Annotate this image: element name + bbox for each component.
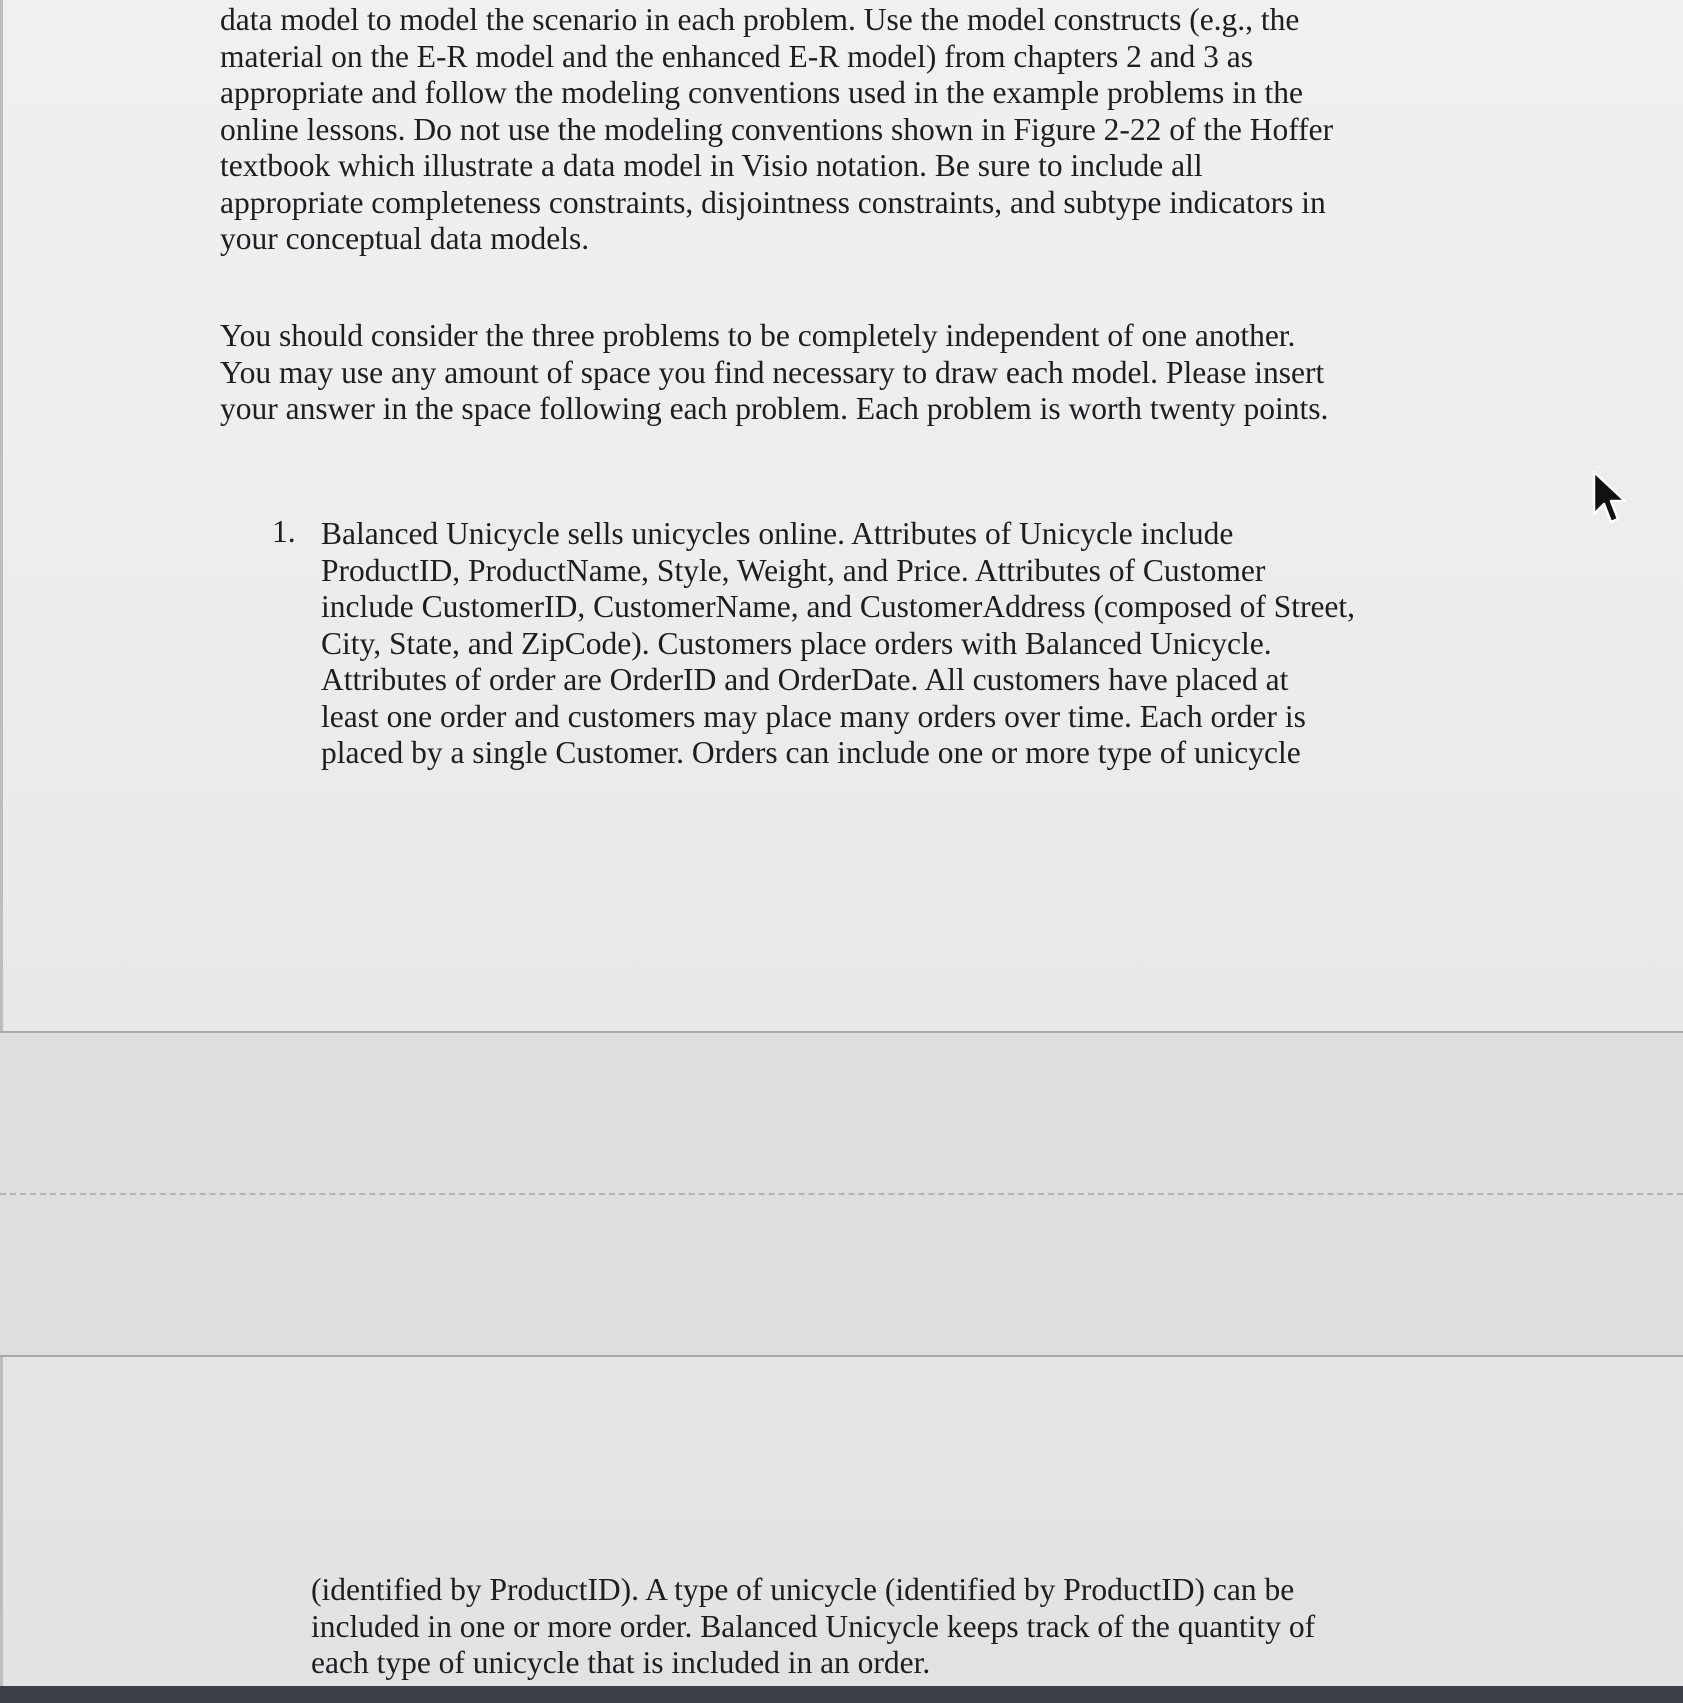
text-line: include CustomerID, CustomerName, and CustomerAddress (composed of Street,	[321, 589, 1356, 624]
text-line: Attributes of order are OrderID and OrderDate. All customers have placed at	[321, 662, 1289, 697]
text-line: Balanced Unicycle sells unicycles online. Attributes of Unicycle include	[321, 516, 1234, 551]
intro-paragraph	[220, 2, 1333, 258]
text-line: included in one or more order. Balanced Unicycle keeps track of the quantity of	[311, 1608, 1316, 1644]
page-left-edge	[0, 0, 3, 1703]
screen-bottom-bezel	[0, 1686, 1683, 1703]
text-line: online lessons. Do not use the modeling conventions shown in Figure 2-22 of the Hoffer	[220, 111, 1334, 147]
text-line: City, State, and ZipCode). Customers place orders with Balanced Unicycle.	[321, 625, 1272, 661]
text-line: least one order and customers may place many orders over time. Each order is	[321, 698, 1306, 734]
text-line: You may use any amount of space you find necessary to draw each model. Please insert	[220, 354, 1325, 390]
problem-1-text	[321, 516, 1355, 772]
text-line: data model to model the scenario in each problem. Use the model constructs (e.g., the	[220, 2, 1300, 37]
text-line: (identified by ProductID). A type of unicycle (identified by ProductID) can be	[311, 1572, 1295, 1607]
problem-1-number: 1.	[272, 514, 296, 549]
problem-1-continued-text	[311, 1572, 1315, 1682]
instructions-paragraph	[220, 318, 1328, 428]
text-line: textbook which illustrate a data model in Visio notation. Be sure to include all	[220, 148, 1203, 183]
mouse-pointer-icon	[1590, 470, 1630, 528]
text-line: material on the E-R model and the enhanced E-R model) from chapters 2 and 3 as	[220, 38, 1254, 74]
text-line: your conceptual data models.	[220, 221, 590, 256]
page-break-line	[0, 1355, 1683, 1357]
text-line: your answer in the space following each problem. Each problem is worth twenty points.	[220, 391, 1329, 426]
text-line: ProductID, ProductName, Style, Weight, and Price. Attributes of Customer	[321, 552, 1266, 588]
text-line: appropriate and follow the modeling conventions used in the example problems in the	[220, 75, 1303, 110]
page-break-line	[0, 1031, 1683, 1033]
text-line: You should consider the three problems to be completely independent of one another.	[220, 318, 1296, 353]
text-line: each type of unicycle that is included in an order.	[311, 1645, 931, 1680]
text-line: placed by a single Customer. Orders can include one or more type of unicycle	[321, 735, 1301, 770]
text-line: appropriate completeness constraints, disjointness constraints, and subtype indicators in	[220, 184, 1326, 220]
section-break-line	[0, 1193, 1683, 1195]
